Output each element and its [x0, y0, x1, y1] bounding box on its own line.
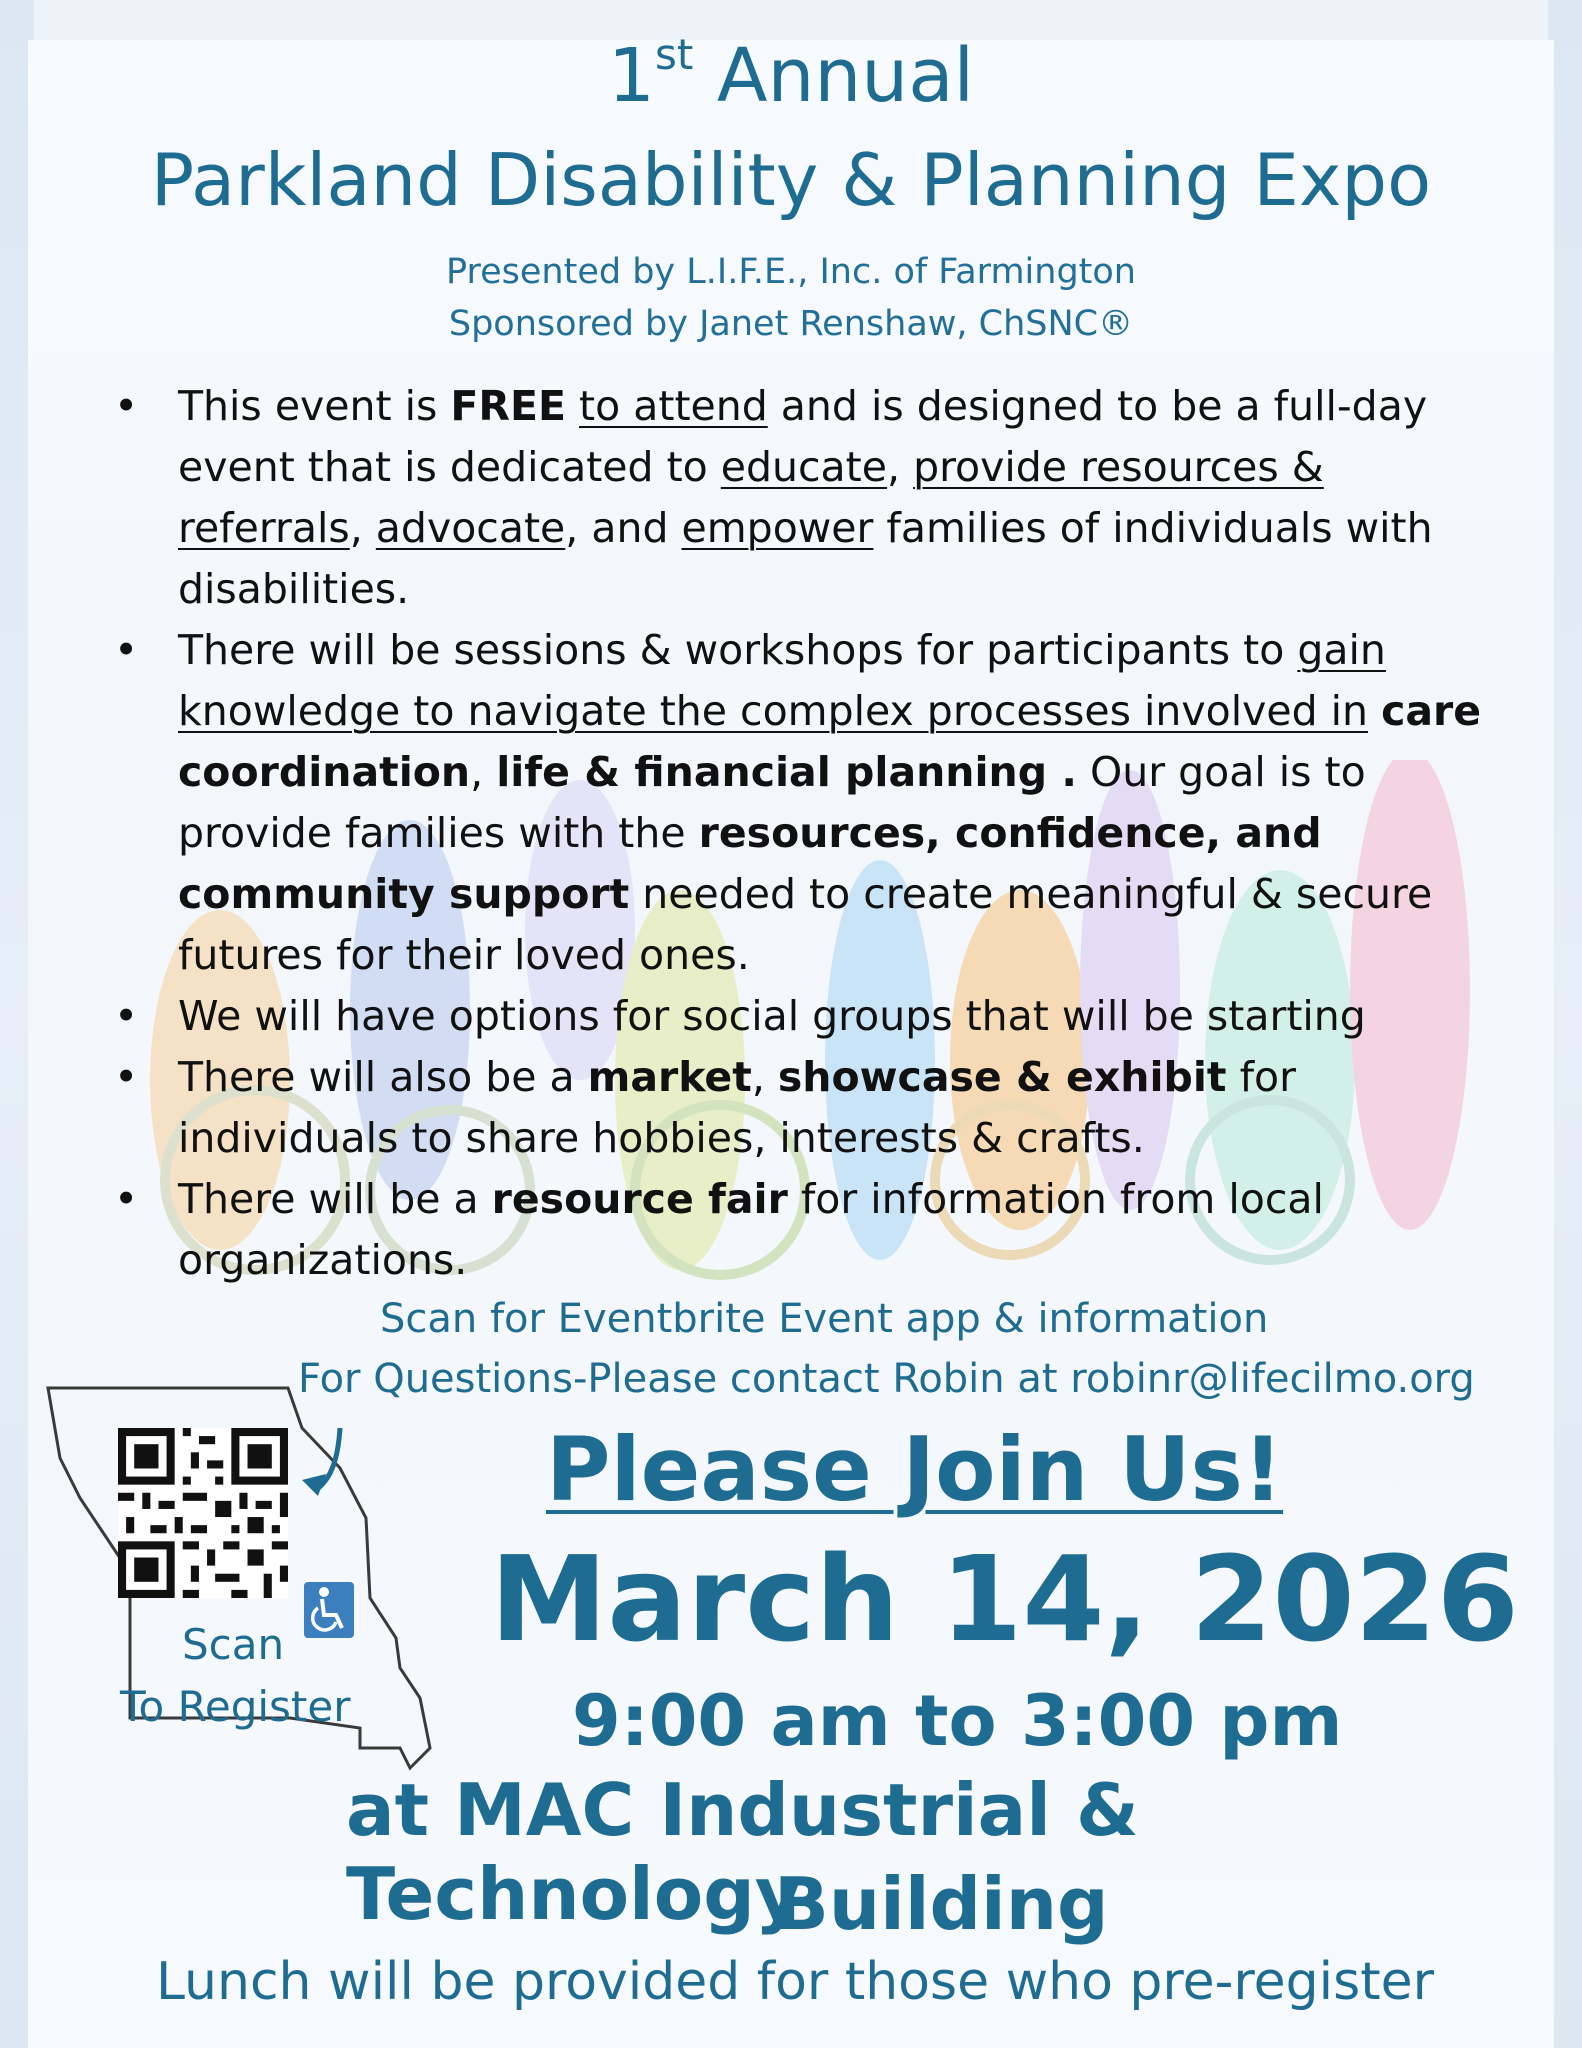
venue-line-1: at MAC Industrial & Technology — [346, 1768, 1139, 1936]
list-item: • We will have options for social groups that will be starting — [110, 986, 1500, 1047]
event-time: 9:00 am to 3:00 pm — [572, 1680, 1343, 1762]
join-heading: Please Join Us! — [546, 1418, 1284, 1521]
venue-line-2: Building — [774, 1862, 1109, 1946]
page-title-line1: 1st Annual — [607, 30, 975, 119]
scan-to-register-label — [120, 1614, 360, 1738]
list-item: • This event is FREE to attend and is designed to be a full-day event that is dedicated to educate, provide resources & referrals, advocate, and empower families of individuals with disabilities. — [110, 376, 1500, 620]
eventbrite-scan-note: Scan for Eventbrite Event app & information — [380, 1296, 1269, 1342]
qr-code-icon[interactable] — [118, 1428, 288, 1598]
list-item: • There will be sessions & workshops for participants to gain knowledge to navigate the complex processes involved in care coordination, life & financial planning . Our goal is to provide families with the resources, confidence, and community support needed to create meaningful & secure futures for their loved ones. — [110, 620, 1500, 986]
contact-info: For Questions-Please contact Robin at robinr@lifecilmo.org — [298, 1356, 1475, 1402]
page-title: Parkland Disability & Planning Expo — [150, 138, 1432, 222]
event-date: March 14, 2026 — [490, 1530, 1519, 1668]
ordinal-suffix: st — [654, 30, 694, 79]
list-item: • There will also be a market, showcase & exhibit for individuals to share hobbies, interests & crafts. — [110, 1047, 1500, 1169]
lunch-note: Lunch will be provided for those who pre-register — [156, 1952, 1434, 2012]
sponsored-by: Sponsored by Janet Renshaw, ChSNC® — [448, 304, 1134, 344]
list-item: • There will be a resource fair for information from local organizations. — [110, 1169, 1500, 1291]
event-details-list — [110, 376, 1500, 1291]
presented-by: Presented by L.I.F.E., Inc. of Farmington — [446, 252, 1136, 292]
scan-text: Scan — [182, 1620, 285, 1669]
to-register-text: To Register — [120, 1682, 351, 1731]
